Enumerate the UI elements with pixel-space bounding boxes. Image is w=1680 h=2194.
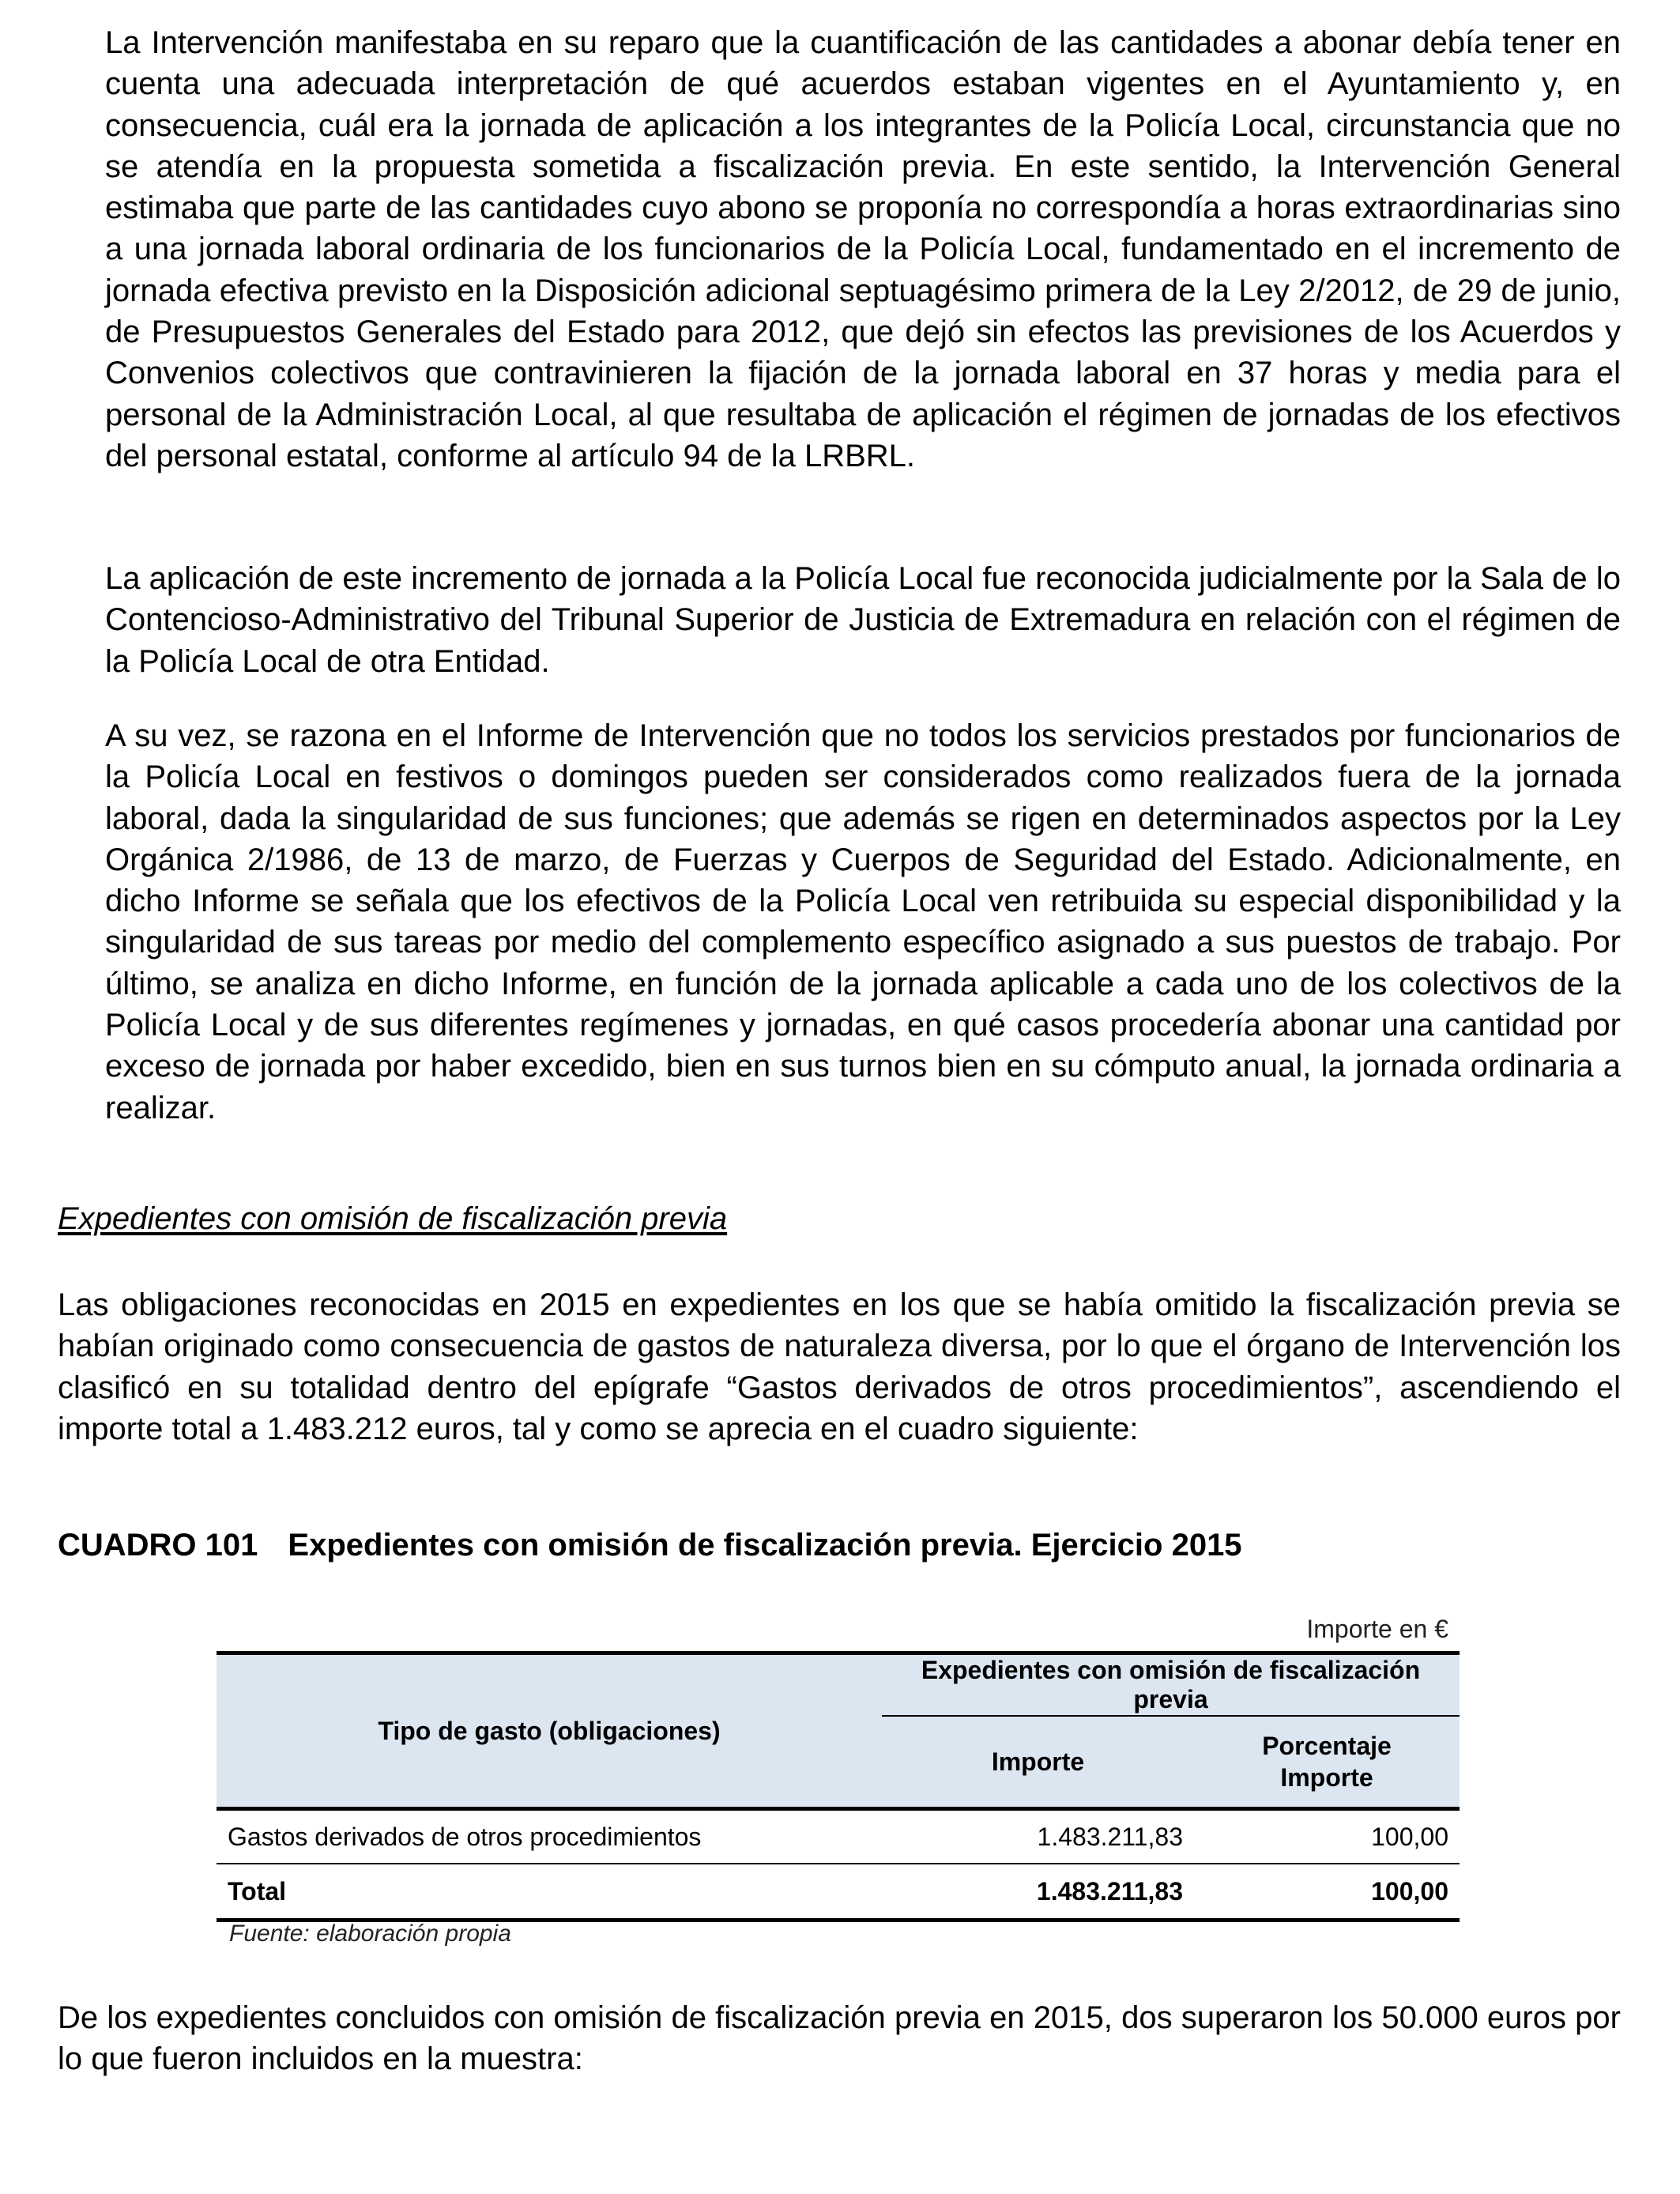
header-porcentaje-line2: Importe [1280, 1763, 1373, 1792]
table-number: CUADRO 101 [58, 1528, 258, 1563]
expedientes-table [217, 1651, 1460, 1922]
paragraph-obligaciones-reconocidas: Las obligaciones reconocidas en 2015 en expedientes en los que se había omitido la fiscalización previa se habían originado como consecuencia de gastos de naturaleza diversa, por lo que el órgano de Intervención los clasificó en su totalidad dentro del epígrafe “Gastos derivados de otros procedimientos”, ascendiendo el importe total a 1.483.212 euros, tal y como se aprecia en el cuadro siguiente: [58, 1287, 1621, 1446]
header-importe: Importe [882, 1716, 1194, 1809]
header-tipo-gasto: Tipo de gasto (obligaciones) [217, 1653, 882, 1809]
table-caption [58, 1528, 1242, 1563]
cell-porcentaje: 100,00 [1194, 1809, 1460, 1864]
header-porcentaje [1194, 1716, 1460, 1809]
cell-tipo: Gastos derivados de otros procedimientos [217, 1809, 882, 1864]
table-units: Importe en € [1306, 1615, 1448, 1643]
paragraph-reparo-intervencion: La Intervención manifestaba en su reparo que la cuantificación de las cantidades a abonar debía tener en cuenta una adecuada interpretación de qué acuerdos estaban vigentes en el Ayuntamiento y, en consecuencia, cuál era la jornada de aplicación a los integrantes de la Policía Local, circunstancia que no se atendía en la propuesta sometida a fiscalización previa. En este sentido, la Intervención General estimaba que parte de las cantidades cuyo abono se proponía no correspondía a horas extraordinarias sino a una jornada laboral ordinaria de los funcionarios de la Policía Local, fundamentado en el incremento de jornada efectiva previsto en la Disposición adicional septuagésimo primera de la Ley 2/2012, de 29 de junio, de Presupuestos Generales del Estado para 2012, que dejó sin efectos las previsiones de los Acuerdos y Convenios colectivos que contravinieren la fijación de la jornada laboral en 37 horas y media para el personal de la Administración Local, al que resultaba de aplicación el régimen de jornadas de los efectivos del personal estatal, conforme al artículo 94 de la LRBRL. [105, 25, 1621, 473]
table-row [217, 1809, 1460, 1864]
header-porcentaje-line1: Porcentaje [1262, 1732, 1392, 1760]
table-source: Fuente: elaboración propia [229, 1921, 511, 1947]
table-total-row [217, 1864, 1460, 1921]
cell-total-label: Total [217, 1864, 882, 1921]
section-heading: Expedientes con omisión de fiscalización previa [58, 1201, 728, 1236]
table-title: Expedientes con omisión de fiscalización previa. Ejercicio 2015 [288, 1528, 1242, 1563]
paragraph-aplicacion-jornada: La aplicación de este incremento de jornada a la Policía Local fue reconocida judicialmente por la Sala de lo Contencioso-Administrativo del Tribunal Superior de Justicia de Extremadura en relación con el régimen de la Policía Local de otra Entidad. [105, 561, 1621, 679]
cell-importe: 1.483.211,83 [882, 1809, 1194, 1864]
paragraph-informe-intervencion: A su vez, se razona en el Informe de Intervención que no todos los servicios prestados por funcionarios de la Policía Local en festivos o domingos pueden ser considerados como realizados fuera de la jornada laboral, dada la singularidad de sus funciones; que además se rigen en determinados aspectos por la Ley Orgánica 2/1986, de 13 de marzo, de Fuerzas y Cuerpos de Seguridad del Estado. Adicionalmente, en dicho Informe se señala que los efectivos de la Policía Local ven retribuida su especial disponibilidad y la singularidad de sus tareas por medio del complemento específico asignado a sus puestos de trabajo. Por último, se analiza en dicho Informe, en función de la jornada aplicable a cada uno de los colectivos de la Policía Local y de sus diferentes regímenes y jornadas, en qué casos procedería abonar una cantidad por exceso de jornada por haber excedido, bien en sus turnos bien en su cómputo anual, la jornada ordinaria a realizar. [105, 718, 1621, 1125]
paragraph-expedientes-concluidos: De los expedientes concluidos con omisión de fiscalización previa en 2015, dos superaron los 50.000 euros por lo que fueron incluidos en la muestra: [58, 2000, 1621, 2077]
cell-total-importe: 1.483.211,83 [882, 1864, 1194, 1921]
header-group-expedientes: Expedientes con omisión de fiscalización previa [882, 1653, 1460, 1717]
cell-total-porcentaje: 100,00 [1194, 1864, 1460, 1921]
